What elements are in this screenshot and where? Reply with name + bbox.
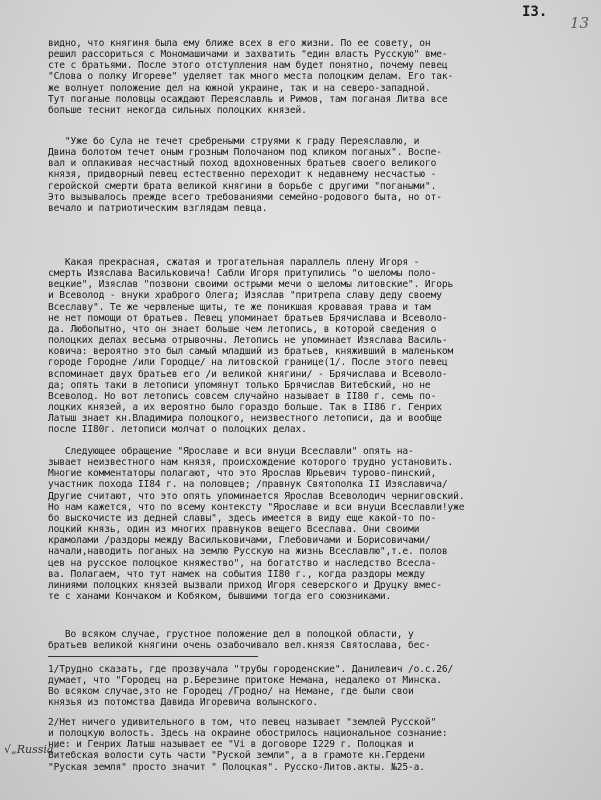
paragraph-line: Во всяком случае, грустное положение дел в полоцкой области, у [48,629,414,640]
paragraph-line: участник похода II84 г. на половцев; /правнук Святополка II Изяславича/ [48,479,448,491]
paragraph-line: лоцкий князь, один из многих правнуков вещего Всеслава. Они своими [48,524,420,536]
footnote-line: и полоцкую волость. Здесь на окраине обострилось национальное сознание: [48,728,448,740]
paragraph-line: линиями полоцких князей вызвали приход Игоря северского и Друцку вмес- [48,579,442,591]
paragraph-line: Всеславу". Те же червленые щиты, те же поникшая кровавая трава и там [48,301,431,313]
paragraph-line: да. Любопытно, что он знает больше чем летопись, в которой сведения о [48,323,437,335]
paragraph-line: вал и оплакивая несчастный поход вдохновенных братьев своего великого [48,158,437,170]
paragraph-line: братьев великой княгини очень озабочивало вел.князя Святослава, бес- [48,640,431,652]
paragraph-line: "Слова о полку Игореве" уделяет так много места полоцким делам. Его так- [48,71,454,83]
paragraph-line: смерть Изяслава Васильковича! Сабли Игоря притупились "о шеломы поло- [48,268,437,280]
footnote-divider [48,656,258,657]
paragraph-line: цев на русское полоцкое княжество", на богатство и наследство Всесла- [48,557,437,569]
paragraph-line: не нет помощи от братьев. Певец упоминает братьев Брячислава и Всеволо- [48,312,448,324]
paragraph-line: начали,наводить поганых на землю Русскую на жизнь Всеславлю",т.е. полов [48,546,448,558]
paragraph-line: Всеволод. Но вот летопись совсем случайно называет в II80 г. семь по- [48,390,437,402]
footnote-line: думает, что "Городец на р.Березине притоке Немана, недалеко от Минска. [48,675,442,687]
paragraph-line: после II80г. летописи молчат о полоцких делах. [48,424,307,436]
pencil-page-mark: 13 [570,14,590,32]
paragraph-line: бо выскочисте из дедней славы", здесь имеется в виду еще какой-то по- [48,512,437,524]
paragraph-line: решил рассориться с Мономашичами и захватить "един власть Русскую" вме- [48,49,448,61]
footnote-line: Витебская волости суть части "Руской земли", а в грамоте кн.Гердени [48,750,425,762]
footnote-line: 2/Нет ничего удивительного в том, что певец называет "землей Русской" [48,717,437,728]
paragraph-line: Какая прекрасная, сжатая и трогательная параллель плену Игоря - [48,257,420,268]
paragraph-line: городе Городне /или Городце/ на литовской границе(1/. После этого певец [48,357,448,369]
footnote-line: "Руская земля" просто значит " Полоцкая". Русско-Литов.акты. №25-а. [48,761,425,773]
margin-handwritten-note: √„Russia” [4,743,60,756]
paragraph-line: и Всеволод - внуки храброго Олега; Изяслав "притрепа славу деду своему [48,290,442,302]
paragraph-line: Следующее обращение "Ярославе и вси внуци Всеславли" опять на- [48,446,414,457]
paragraph-line: ковича: вероятно это был самый младший из братьев, княживший в маленьком [48,346,454,358]
paragraph-line: крамолами /раздоры между Васильковичами, Глебовичами и Борисовичами/ [48,535,431,547]
paragraph-line: зывает неизвестного нам князя, происхождение которого трудно установить. [48,457,454,469]
footnote-line: Во всяком случае,это не Городец /Гродно/ на Немане, где были свои [48,686,414,698]
paragraph-line: вецкие", Изяслав "позвони своими острыми мечи о шеломы литовские". Игорь [48,279,454,291]
paragraph-line: да; опять таки в летописи упомянут только Брячислав Витебский, но не [48,379,431,391]
page-number: I3. [522,4,548,20]
paragraph-line: Тут поганые половцы осаждают Переяславль и Римов, там поганая Литва все [48,93,448,105]
paragraph-line: полоцких делах весьма отрывочны. Летопись не упоминает Изяслава Василь- [48,335,448,347]
paragraph-line: же волнует положение дел на южной украине, так и на северо-западной. [48,82,431,94]
paragraph-line: сте с братьями. После этого отступления нам будет понятно, почему певец [48,60,448,72]
paragraph-line: вечало и патриотическим взглядам певца. [48,202,268,214]
paragraph-line: Это вызывалось прежде всего требованиями семейно-родового быта, но от- [48,191,442,203]
paragraph-line: "Уже бо Сула не течет сребреными струями к граду Переяславлю, и [48,136,420,147]
paragraph-line: ва. Полагаем, что тут намек на события II80 г., когда раздоры между [48,568,425,580]
footnote-line: князья из потомства Давида Игоревича волынского. [48,697,319,709]
paragraph-line: те с ханами Кончаком и Кобяком, бывшими тогда его союзниками. [48,590,392,602]
footnote-line: 1/Трудно сказать, где прозвучала "трубы городенские". Данилевич /о.с.26/ [48,664,454,675]
footnote-line: ние: и Генрих Латыш называет ее "Vi в договоре I229 г. Полоцкая и [48,739,414,751]
paragraph-line: Но нам кажется, что по всему контексту "Ярославе и вси внуци Всеславли!уже [48,501,465,513]
paragraph-line: Другие считают, что это опять упоминается Ярослав Всеволодич черниговский. [48,490,465,502]
paragraph-line: Многие комментаторы полагают, что это Ярослав Юрьевич турово-пинский, [48,468,437,480]
paragraph-line: Двина болотом течет оным грозным Полочаном под кликом поганых". Воспе- [48,147,442,159]
paragraph-line: князя, придворный певец естественно переходит к недавнему несчастью - [48,169,437,181]
paragraph-line: вспоминает двух братьев его /и великой княгини/ - Брячислава и Всеволо- [48,368,448,380]
paragraph-line: лоцких князей, а их вероятно было гораздо больше. Так в II86 г. Генрих [48,401,442,413]
paragraph-line: геройской смерти брата великой княгини в борьбе с другими "погаными". [48,180,437,192]
paragraph-line: видно, что княгиня была ему ближе всех в его жизни. По ее совету, он [48,38,431,49]
paragraph-line: Латыш знает кн.Владимира полоцкого, неизвестного летописи, да и вообще [48,413,442,425]
paragraph-line: больше теснит некогда сильных полоцких князей. [48,104,307,116]
